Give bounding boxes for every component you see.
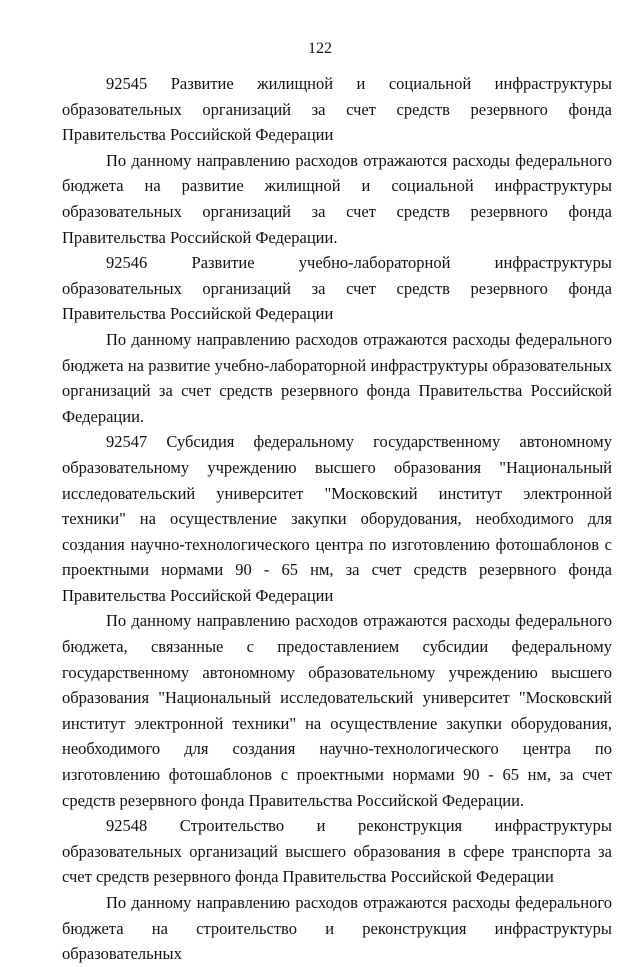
paragraph-code-92545: 92545 Развитие жилищной и социальной инфраструктуры образовательных организаций за счет средств резервного фонда Правительства Российской Федерации <box>62 74 612 145</box>
paragraph-description-92545: По данному направлению расходов отражаются расходы федерального бюджета на развитие жилищной и социальной инфраструктуры образовательных организаций за счет средств резервного фонда Правительства Российской Федерации. <box>62 150 612 247</box>
paragraph-code-92547: 92547 Субсидия федеральному государственному автономному образовательному учреждению высшего образования "Национальный исследовательский университет "Московский институт электронной техники" на осуществление закупки оборудования, необходимого для создания научно-технологического центра по изготовлению фотошаблонов с проектными нормами 90 - 65 нм, за счет средств резервного фонда Правительства Российской Федерации <box>62 432 612 605</box>
page-number: 122 <box>308 40 332 57</box>
paragraph-description-92546: По данному направлению расходов отражаются расходы федерального бюджета на развитие учебно-лабораторной инфраструктуры образовательных организаций за счет средств резервного фонда Правительства Российской Федерации. <box>62 329 612 426</box>
document-body <box>62 71 612 967</box>
paragraph-code-92548: 92548 Строительство и реконструкция инфраструктуры образовательных организаций высшего образования в сфере транспорта за счет средств резервного фонда Правительства Российской Федерации <box>62 816 612 887</box>
paragraph-code-92546: 92546 Развитие учебно-лабораторной инфраструктуры образовательных организаций за счет средств резервного фонда Правительства Российской Федерации <box>62 253 612 324</box>
paragraph-description-92548: По данному направлению расходов отражаются расходы федерального бюджета на строительство и реконструкция инфраструктуры образовательных <box>62 893 612 964</box>
paragraph-description-92547: По данному направлению расходов отражаются расходы федерального бюджета, связанные с предоставлением субсидии федеральному государственному автономному образовательному учреждению высшего образования "Национальный исследовательский университет "Московский институт электронной техники" на осуществление закупки оборудования, необходимого для создания научно-технологического центра по изготовлению фотошаблонов с проектными нормами 90 - 65 нм, за счет средств резервного фонда Правительства Российской Федерации. <box>62 611 612 810</box>
